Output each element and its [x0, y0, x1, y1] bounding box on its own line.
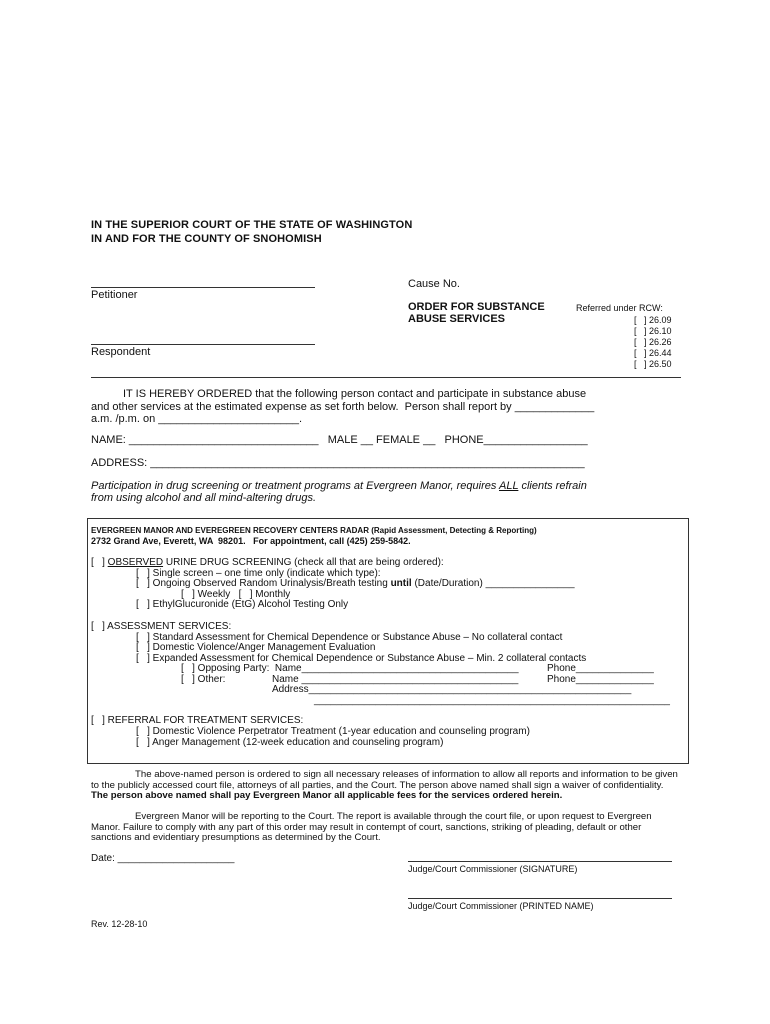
provider-line2: 2732 Grand Ave, Everett, WA 98201. For appointment, call (425) 259-5842.: [91, 536, 411, 546]
order-title-line1: ORDER FOR SUBSTANCE: [408, 301, 545, 313]
other-contact-address[interactable]: Address__________________________________________________________: [272, 684, 632, 695]
single-screen-option[interactable]: [ ] Single screen – one time only (indicate which type):: [136, 568, 381, 579]
cause-number-label: Cause No.: [408, 278, 460, 290]
ongoing-testing-option[interactable]: [ ] Ongoing Observed Random Urinalysis/Breath testing until (Date/Duration) ________________: [136, 578, 575, 589]
caption-divider: [91, 377, 681, 378]
other-contact-phone[interactable]: Phone______________: [547, 674, 654, 685]
court-title-line2: IN AND FOR THE COUNTY OF SNOHOMISH: [91, 233, 322, 245]
order-intro-line3: a.m. /p.m. on _______________________.: [91, 413, 303, 425]
order-intro-line2: and other services at the estimated expense as set forth below. Person shall report by _____________: [91, 401, 595, 413]
judge-signature-label: Judge/Court Commissioner (SIGNATURE): [408, 864, 578, 874]
rcw-option[interactable]: [ ] 26.50: [634, 359, 672, 369]
observed-screening-option[interactable]: [ ] OBSERVED URINE DRUG SCREENING (check all that are being ordered):: [91, 557, 444, 568]
rcw-option[interactable]: [ ] 26.44: [634, 348, 672, 358]
rcw-option[interactable]: [ ] 26.10: [634, 326, 672, 336]
order-intro-line1: IT IS HEREBY ORDERED that the following person contact and participate in substance abuse: [123, 388, 587, 400]
opposing-party-phone[interactable]: Phone______________: [547, 663, 654, 674]
judge-printed-name-label: Judge/Court Commissioner (PRINTED NAME): [408, 901, 594, 911]
other-contact-option[interactable]: [ ] Other:: [181, 674, 226, 685]
date-field[interactable]: Date: _____________________: [91, 853, 235, 864]
etg-testing-option[interactable]: [ ] EthylGlucuronide (EtG) Alcohol Testing Only: [136, 599, 349, 610]
rcw-option[interactable]: [ ] 26.09: [634, 315, 672, 325]
petitioner-label: Petitioner: [91, 289, 138, 301]
dv-treatment-option[interactable]: [ ] Domestic Violence Perpetrator Treatment (1-year education and counseling program): [136, 726, 530, 737]
petitioner-signature-line[interactable]: [91, 287, 315, 288]
weekly-monthly-options[interactable]: [ ] Weekly [ ] Monthly: [181, 589, 291, 600]
judge-signature-line[interactable]: [408, 861, 672, 862]
name-gender-phone-line[interactable]: NAME: _______________________________ MALE __ FEMALE __ PHONE_________________: [91, 434, 588, 446]
referral-treatment-option[interactable]: [ ] REFERRAL FOR TREATMENT SERVICES:: [91, 715, 304, 726]
reporting-paragraph: Evergreen Manor will be reporting to the Court. The report is available through the court file, or upon request to Evergreen Manor. Failure to comply with any part of this order may result in contempt of court, sanctions, striking of pleading, default or other sanctions and evidentiary presumptions as determined by the Court.: [91, 811, 652, 843]
revision-date: Rev. 12-28-10: [91, 919, 148, 929]
other-contact-name[interactable]: Name _______________________________________: [272, 674, 519, 685]
other-contact-address-cont[interactable]: ________________________________________________________________: [314, 695, 670, 706]
order-title-line2: ABUSE SERVICES: [408, 313, 505, 325]
anger-management-option[interactable]: [ ] Anger Management (12-week education and counseling program): [136, 737, 444, 748]
opposing-party-option[interactable]: [ ] Opposing Party: Name_______________________________________: [181, 663, 519, 674]
provider-line1: EVERGREEN MANOR AND EVEREGREEN RECOVERY CENTERS RADAR (Rapid Assessment, Detecting & Reporting): [91, 526, 537, 535]
judge-printed-name-line[interactable]: [408, 898, 672, 899]
rcw-label: Referred under RCW:: [576, 303, 663, 313]
abstinence-notice-line2: from using alcohol and all mind-altering drugs.: [91, 492, 317, 504]
abstinence-notice-line1: Participation in drug screening or treatment programs at Evergreen Manor, requires ALL clients refrain: [91, 480, 587, 492]
dv-evaluation-option[interactable]: [ ] Domestic Violence/Anger Management Evaluation: [136, 642, 376, 653]
expanded-assessment-option[interactable]: [ ] Expanded Assessment for Chemical Dependence or Substance Abuse – Min. 2 collateral contacts: [136, 653, 587, 664]
rcw-option[interactable]: [ ] 26.26: [634, 337, 672, 347]
respondent-signature-line[interactable]: [91, 344, 315, 345]
address-line[interactable]: ADDRESS: _______________________________________________________________________: [91, 457, 585, 469]
respondent-label: Respondent: [91, 346, 151, 358]
standard-assessment-option[interactable]: [ ] Standard Assessment for Chemical Dependence or Substance Abuse – No collateral contact: [136, 632, 563, 643]
court-title-line1: IN THE SUPERIOR COURT OF THE STATE OF WASHINGTON: [91, 219, 413, 231]
release-paragraph: The above-named person is ordered to sign all necessary releases of information to allow all reports and information to be given to the publicly accessed court file, attorneys of all parties, and the Court. The person above named shall sign a waiver of confidentiality. The person above named shall pay Evergreen Manor all applicable fees for the services ordered herein.: [91, 769, 678, 801]
assessment-services-option[interactable]: [ ] ASSESSMENT SERVICES:: [91, 621, 232, 632]
